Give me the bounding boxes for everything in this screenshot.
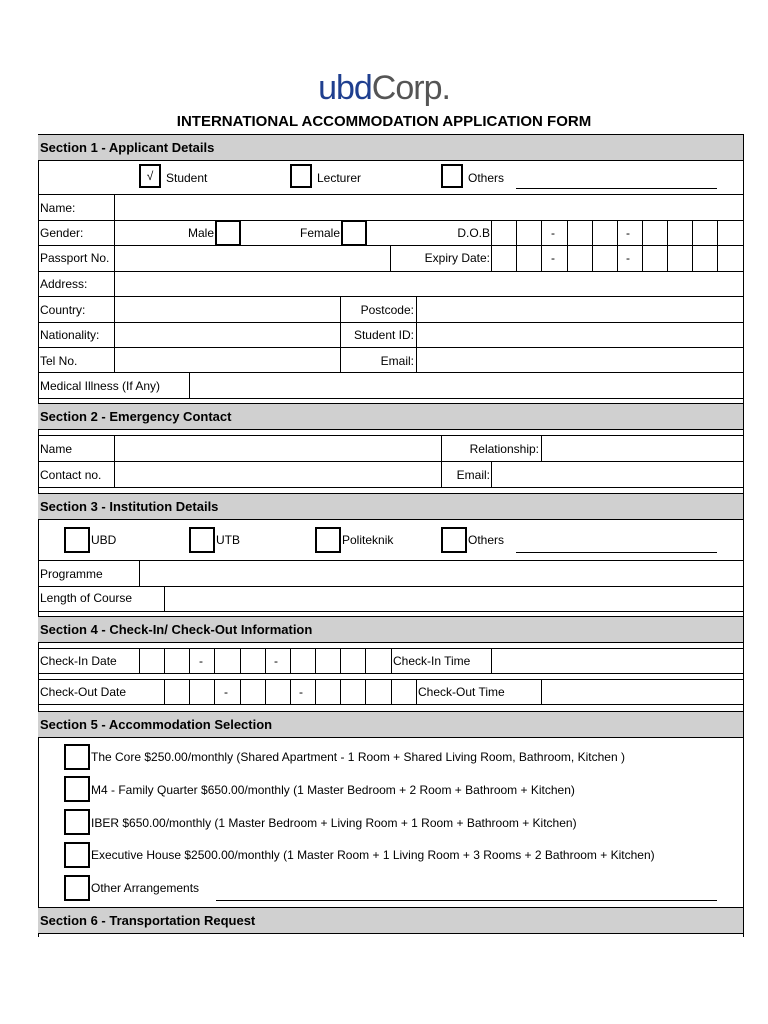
- emergency-name-label: Name: [40, 442, 73, 456]
- ubd-label: UBD: [91, 533, 117, 547]
- option-the-core-checkbox[interactable]: [64, 744, 90, 770]
- checkout-time-label: Check-Out Time: [418, 685, 505, 699]
- male-label: Male: [187, 226, 214, 240]
- passport-label: Passport No.: [40, 251, 110, 265]
- section-4-header: Section 4 - Check-In/ Check-Out Information: [38, 617, 743, 642]
- length-of-course-field[interactable]: [165, 587, 742, 610]
- utb-label: UTB: [216, 533, 240, 547]
- ubd-checkbox[interactable]: [64, 527, 90, 553]
- section-6-header: Section 6 - Transportation Request: [38, 908, 743, 933]
- form-left-border: [38, 134, 39, 937]
- medical-label: Medical Illness (If Any): [40, 379, 161, 393]
- politeknik-checkbox[interactable]: [315, 527, 341, 553]
- female-checkbox[interactable]: [341, 220, 367, 246]
- checkout-date-label: Check-Out Date: [40, 685, 127, 699]
- postcode-label: Postcode:: [360, 303, 414, 317]
- programme-label: Programme: [40, 567, 103, 581]
- name-label: Name:: [40, 201, 76, 215]
- lecturer-checkbox[interactable]: [290, 164, 312, 188]
- politeknik-label: Politeknik: [342, 533, 394, 547]
- utb-checkbox[interactable]: [189, 527, 215, 553]
- option-iber-checkbox[interactable]: [64, 809, 90, 835]
- section-5-header: Section 5 - Accommodation Selection: [38, 712, 743, 737]
- student-label: Student: [166, 171, 208, 185]
- option-other-checkbox[interactable]: [64, 875, 90, 901]
- student-id-label: Student ID:: [353, 328, 414, 342]
- contact-no-label: Contact no.: [40, 468, 102, 482]
- student-id-field[interactable]: [417, 323, 742, 346]
- length-of-course-label: Length of Course: [40, 591, 133, 605]
- emergency-name-field[interactable]: [115, 436, 440, 460]
- checkin-date-label: Check-In Date: [40, 654, 117, 668]
- address-label: Address:: [40, 277, 88, 291]
- option-m4-label: M4 - Family Quarter $650.00/monthly (1 Master Bedroom + 2 Room + Bathroom + Kitchen): [91, 783, 575, 797]
- checkin-date-field[interactable]: [140, 649, 390, 672]
- checkin-time-label: Check-In Time: [393, 654, 471, 668]
- female-label: Female: [299, 226, 340, 240]
- option-the-core-label: The Core $250.00/monthly (Shared Apartment - 1 Room + Shared Living Room, Bathroom, Kitchen ): [91, 750, 625, 764]
- others-label: Others: [468, 171, 505, 185]
- form-right-border: [743, 134, 744, 937]
- name-field[interactable]: [115, 195, 742, 219]
- checkin-time-field[interactable]: [492, 649, 742, 672]
- country-field[interactable]: [115, 297, 339, 321]
- checkout-time-field[interactable]: [542, 680, 742, 703]
- expiry-date-field[interactable]: [492, 246, 742, 270]
- tel-label: Tel No.: [40, 354, 78, 368]
- section-2-header: Section 2 - Emergency Contact: [38, 404, 743, 429]
- country-label: Country:: [40, 303, 86, 317]
- section-1-header: Section 1 - Applicant Details: [38, 135, 743, 160]
- option-other-label: Other Arrangements: [91, 881, 200, 895]
- email-field[interactable]: [417, 348, 742, 371]
- institution-others-checkbox[interactable]: [441, 527, 467, 553]
- programme-field[interactable]: [140, 561, 742, 585]
- dob-label: D.O.B: [457, 226, 490, 240]
- email-label: Email:: [380, 354, 414, 368]
- postcode-field[interactable]: [417, 297, 742, 321]
- section-3-header: Section 3 - Institution Details: [38, 494, 743, 519]
- emergency-email-label: Email:: [456, 468, 490, 482]
- tel-field[interactable]: [115, 348, 339, 371]
- contact-no-field[interactable]: [115, 462, 440, 486]
- student-checkbox[interactable]: √: [139, 164, 161, 188]
- option-m4-checkbox[interactable]: [64, 776, 90, 802]
- others-specify-line[interactable]: [516, 188, 717, 189]
- relationship-field[interactable]: [542, 436, 742, 460]
- medical-field[interactable]: [190, 373, 742, 397]
- nationality-label: Nationality:: [40, 328, 100, 342]
- institution-others-label: Others: [468, 533, 505, 547]
- option-executive-checkbox[interactable]: [64, 842, 90, 868]
- checkout-date-field[interactable]: [165, 680, 415, 703]
- lecturer-label: Lecturer: [317, 171, 362, 185]
- dob-field[interactable]: [492, 221, 742, 245]
- others-checkbox[interactable]: [441, 164, 463, 188]
- option-executive-label: Executive House $2500.00/monthly (1 Master Room + 1 Living Room + 3 Rooms + 2 Bathroom + Kitchen): [91, 848, 655, 862]
- passport-field[interactable]: [115, 246, 389, 270]
- relationship-label: Relationship:: [469, 442, 539, 456]
- male-checkbox[interactable]: [215, 220, 241, 246]
- option-iber-label: IBER $650.00/monthly (1 Master Bedroom + Living Room + 1 Room + Bathroom + Kitchen): [91, 816, 577, 830]
- expiry-label: Expiry Date:: [424, 251, 490, 265]
- institution-others-line[interactable]: [516, 552, 717, 553]
- emergency-email-field[interactable]: [492, 462, 742, 486]
- other-arrangements-line[interactable]: [216, 900, 717, 901]
- address-field[interactable]: [115, 272, 742, 296]
- company-logo: ubdCorp.: [318, 69, 450, 107]
- form-title: INTERNATIONAL ACCOMMODATION APPLICATION FORM: [176, 113, 592, 130]
- gender-label: Gender:: [40, 226, 84, 240]
- nationality-field[interactable]: [115, 323, 339, 346]
